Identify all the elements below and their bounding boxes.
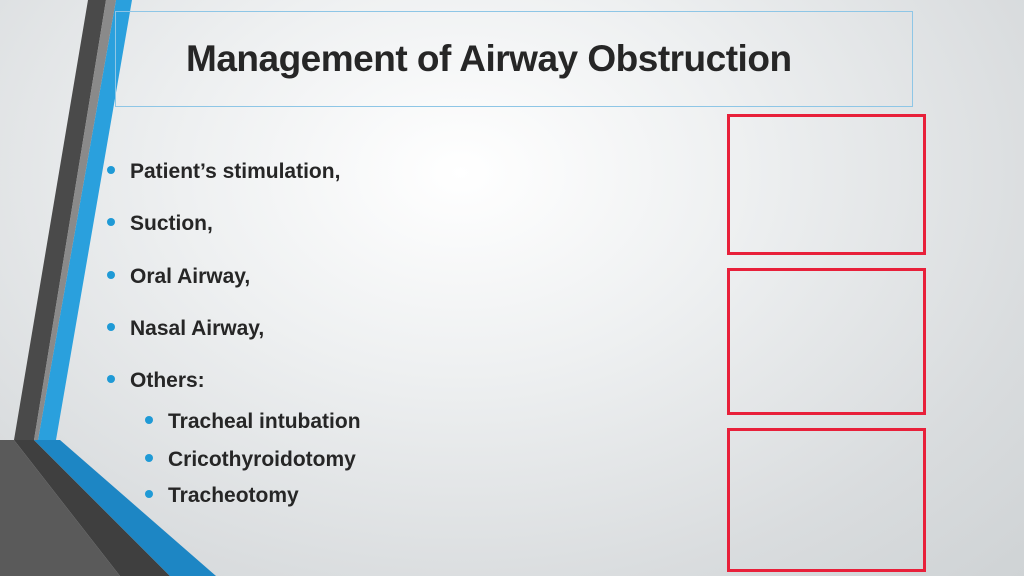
sub-bullet-text: Tracheal intubation <box>168 410 361 433</box>
bullet-text: Patient’s stimulation, <box>130 160 341 183</box>
bullet-item <box>130 317 264 341</box>
sub-bullet-item <box>168 484 299 508</box>
bullet-item <box>130 265 250 289</box>
bullet-dot-icon <box>145 416 153 424</box>
image-placeholder-frame-3 <box>727 428 926 572</box>
bullet-dot-icon <box>107 323 115 331</box>
bullet-text: Nasal Airway, <box>130 317 265 340</box>
image-placeholder-frame-1 <box>727 114 926 255</box>
sub-bullet-text: Tracheotomy <box>168 484 299 507</box>
sub-bullet-text: Cricothyroidotomy <box>168 448 356 471</box>
bullet-dot-icon <box>107 375 115 383</box>
image-placeholder-frame-2 <box>727 268 926 415</box>
bullet-text: Others: <box>130 369 205 392</box>
bullet-dot-icon <box>107 218 115 226</box>
bullet-item <box>130 369 205 393</box>
bullet-dot-icon <box>107 166 115 174</box>
bullet-text: Oral Airway, <box>130 265 251 288</box>
bullet-text: Suction, <box>130 212 213 235</box>
slide-title: Management of Airway Obstruction <box>186 38 792 79</box>
bullet-dot-icon <box>145 490 153 498</box>
sub-bullet-item <box>168 448 356 472</box>
title-box <box>115 11 913 107</box>
bullet-item <box>130 160 340 184</box>
bullet-item <box>130 212 213 236</box>
bullet-dot-icon <box>107 271 115 279</box>
bullet-dot-icon <box>145 454 153 462</box>
sub-bullet-item <box>168 410 361 434</box>
